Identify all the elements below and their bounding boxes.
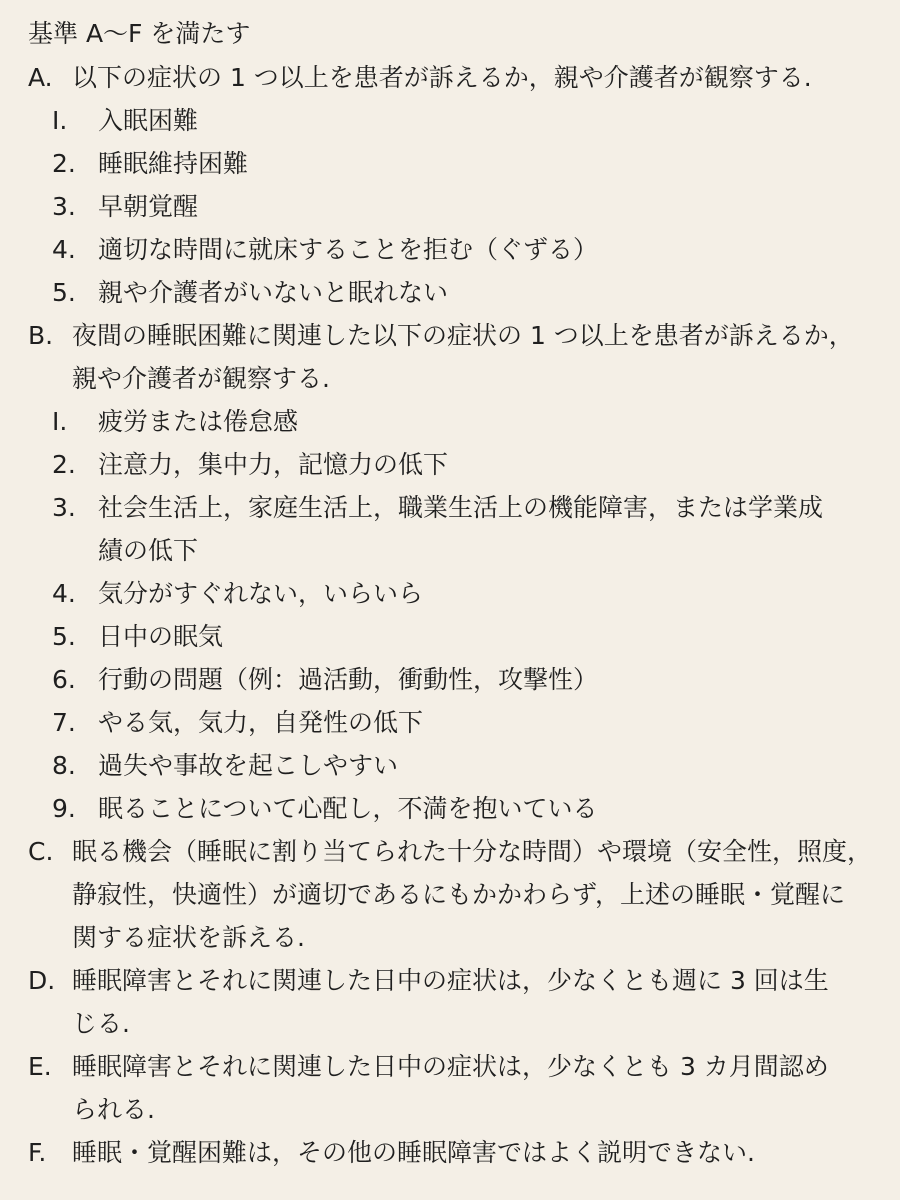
- criterion-b-item-6-label: 6.: [52, 665, 76, 694]
- criterion-b-item-2-label: 2.: [52, 450, 76, 479]
- criterion-e-label: E.: [28, 1052, 52, 1081]
- criterion-b-item-8-text: 過失や事故を起こしやすい: [98, 751, 399, 780]
- criterion-a-item-5-label: 5.: [52, 278, 76, 307]
- criterion-b-item-4-text: 気分がすぐれない，いらいら: [98, 579, 424, 608]
- criterion-b-item-9: [28, 787, 880, 830]
- criterion-f: [28, 1131, 880, 1174]
- criterion-b-item-3-line-1: 社会生活上，家庭生活上，職業生活上の機能障害，または学業成: [98, 493, 824, 522]
- criterion-a-item-2: [28, 142, 880, 185]
- criterion-b-label: B.: [28, 321, 54, 350]
- criterion-b-item-9-label: 9.: [52, 794, 76, 823]
- criterion-a-item-2-text: 睡眠維持困難: [98, 149, 249, 178]
- criterion-c-label: C.: [28, 837, 54, 866]
- criterion-b-item-3: [28, 486, 880, 572]
- criterion-b-item-5-label: 5.: [52, 622, 76, 651]
- criterion-b-item-7-label: 7.: [52, 708, 76, 737]
- criterion-a-item-1-text: 入眠困難: [98, 106, 199, 135]
- criterion-b-item-9-text: 眠ることについて心配し，不満を抱いている: [98, 794, 598, 823]
- document-title: 基準 A～F を満たす: [28, 19, 251, 48]
- criterion-a-item-4-text: 適切な時間に就床することを拒む（ぐずる）: [98, 235, 599, 264]
- criterion-c: [28, 830, 880, 959]
- criterion-a-item-5-text: 親や介護者がいないと眠れない: [98, 278, 449, 307]
- criterion-c-line-1: 眠る機会（睡眠に割り当てられた十分な時間）や環境（安全性，照度，: [72, 837, 873, 866]
- criterion-a-item-1-label: I.: [52, 106, 68, 135]
- criterion-b-item-7-text: やる気，気力，自発性の低下: [98, 708, 424, 737]
- criterion-b-text: [72, 314, 880, 400]
- criterion-f-text: 睡眠・覚醒困難は，その他の睡眠障害ではよく説明できない.: [72, 1138, 755, 1167]
- criterion-d-text: [72, 959, 880, 1045]
- criterion-a-item-4: [28, 228, 880, 271]
- criterion-b-item-1-label: I.: [52, 407, 68, 436]
- criterion-b-item-1: [28, 400, 880, 443]
- criterion-b-item-5-text: 日中の眠気: [98, 622, 224, 651]
- criterion-b-item-4: [28, 572, 880, 615]
- criterion-a-item-3-label: 3.: [52, 192, 76, 221]
- criterion-b-item-2: [28, 443, 880, 486]
- criterion-a-label: A.: [28, 63, 53, 92]
- criterion-c-text: [72, 830, 880, 959]
- criterion-b-item-3-line-2: 績の低下: [98, 536, 199, 565]
- criterion-a-item-3-text: 早朝覚醒: [98, 192, 199, 221]
- criterion-e: [28, 1045, 880, 1131]
- criterion-c-line-2: 静寂性，快適性）が適切であるにもかかわらず，上述の睡眠・覚醒に: [72, 880, 846, 909]
- criterion-b-line-2: 親や介護者が観察する.: [72, 364, 330, 393]
- criterion-d-line-1: 睡眠障害とそれに関連した日中の症状は，少なくとも週に 3 回は生: [72, 966, 829, 995]
- criterion-d-label: D.: [28, 966, 56, 995]
- criterion-e-line-2: られる.: [72, 1095, 155, 1124]
- criterion-a-text: 以下の症状の 1 つ以上を患者が訴えるか，親や介護者が観察する.: [72, 63, 812, 92]
- criterion-b-item-7: [28, 701, 880, 744]
- criterion-a-item-3: [28, 185, 880, 228]
- criterion-a-item-1: [28, 99, 880, 142]
- criterion-d-line-2: じる.: [72, 1009, 130, 1038]
- criterion-b: [28, 314, 880, 400]
- criterion-b-item-5: [28, 615, 880, 658]
- criterion-a: [28, 56, 880, 99]
- criterion-a-item-4-label: 4.: [52, 235, 76, 264]
- criterion-b-item-1-text: 疲労または倦怠感: [98, 407, 299, 436]
- criterion-b-item-3-text: [98, 486, 880, 572]
- criterion-a-item-2-label: 2.: [52, 149, 76, 178]
- criterion-d: [28, 959, 880, 1045]
- criterion-f-label: F.: [28, 1138, 47, 1167]
- criterion-b-item-8: [28, 744, 880, 787]
- criterion-b-item-3-label: 3.: [52, 493, 76, 522]
- criterion-e-line-1: 睡眠障害とそれに関連した日中の症状は，少なくとも 3 カ月間認め: [72, 1052, 829, 1081]
- criterion-e-text: [72, 1045, 880, 1131]
- criterion-b-item-2-text: 注意力，集中力，記憶力の低下: [98, 450, 449, 479]
- criterion-a-item-5: [28, 271, 880, 314]
- criterion-b-item-6: [28, 658, 880, 701]
- criterion-c-line-3: 関する症状を訴える.: [72, 923, 305, 952]
- criterion-b-line-1: 夜間の睡眠困難に関連した以下の症状の 1 つ以上を患者が訴えるか，: [72, 321, 854, 350]
- criterion-b-item-8-label: 8.: [52, 751, 76, 780]
- criterion-b-item-6-text: 行動の問題（例：過活動，衝動性，攻撃性）: [98, 665, 599, 694]
- criterion-b-item-4-label: 4.: [52, 579, 76, 608]
